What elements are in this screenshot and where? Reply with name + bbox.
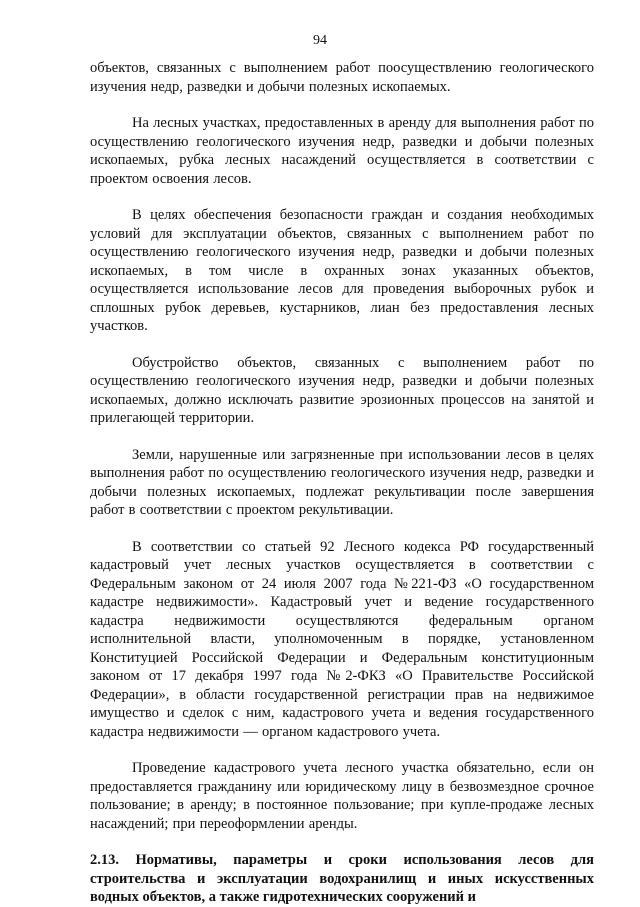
paragraph-forest-plots: На лесных участках, предоставленных в аренду для выполнения работ по осуществлению геологического изучения недр, разведки и добычи полезных ископаемых, рубка лесных насаждений осуществляется в соответствии с проектом освоения лесов. xyxy=(90,115,594,187)
paragraph-cadastral-registration: Проведение кадастрового учета лесного участка обязательно, если он предоставляется гражданину или юридическому лицу в безвозмездное срочное пользование; в аренду; в постоянное пользование; при купле-продаже лесных насаждений; при переоформлении аренды. xyxy=(90,760,594,832)
paragraph-cadastre: В соответствии со статьей 92 Лесного кодекса РФ государственный кадастровый учет лесных участков осуществляется в соответствии с Федеральным законом от 24 июля 2007 года №221-ФЗ «О государственном кадастре недвижимости». Кадастровый учет и ведение государственного кадастра недвижимости осуществляются федеральным органом исполнительной власти, уполномоченным в порядке, установленном Конституцией Российской Федерации и Федеральным конституционным законом от 17 декабря 1997 года №2-ФКЗ «О Правительстве Российской Федерации», в области государственной регистрации прав на недвижимое имущество и сделок с ним, кадастрового учета и ведения государственного кадастра недвижимости — органом кадастрового учета. xyxy=(90,538,594,740)
page-number: 94 xyxy=(313,33,327,48)
paragraph-continuation: объектов, связанных с выполнением работ поосуществлению геологического изучения недр, разведки и добычи полезных ископаемых. xyxy=(90,60,594,95)
paragraph-arrangement: Обустройство объектов, связанных с выполнением работ по осуществлению геологического изучения недр, разведки и добычи полезных ископаемых, должно исключать развитие эрозионных процессов на занятой и прилегающей территории. xyxy=(90,354,594,426)
document-body xyxy=(90,59,594,907)
paragraph-safety: В целях обеспечения безопасности граждан и создания необходимых условий для эксплуатации объектов, связанных с выполнением работ по осуществлению геологического изучения недр, разведки и добычи полезных ископаемых, в том числе в охранных зонах указанных объектов, осуществляется использование лесов для проведения выборочных рубок и сплошных рубок деревьев, кустарников, лиан без предоставления лесных участков. xyxy=(90,207,594,334)
section-heading: 2.13. Нормативы, параметры и сроки использования лесов для строительства и эксплуатации водохранилищ и иных искусственных водных объектов, а также гидротехнических сооружений и xyxy=(90,852,594,905)
paragraph-reclamation: Земли, нарушенные или загрязненные при использовании лесов в целях выполнения работ по осуществлению геологического изучения недр, разведки и добычи полезных ископаемых, подлежат рекультивации после завершения работ в соответствии с проектом рекультивации. xyxy=(90,446,594,518)
